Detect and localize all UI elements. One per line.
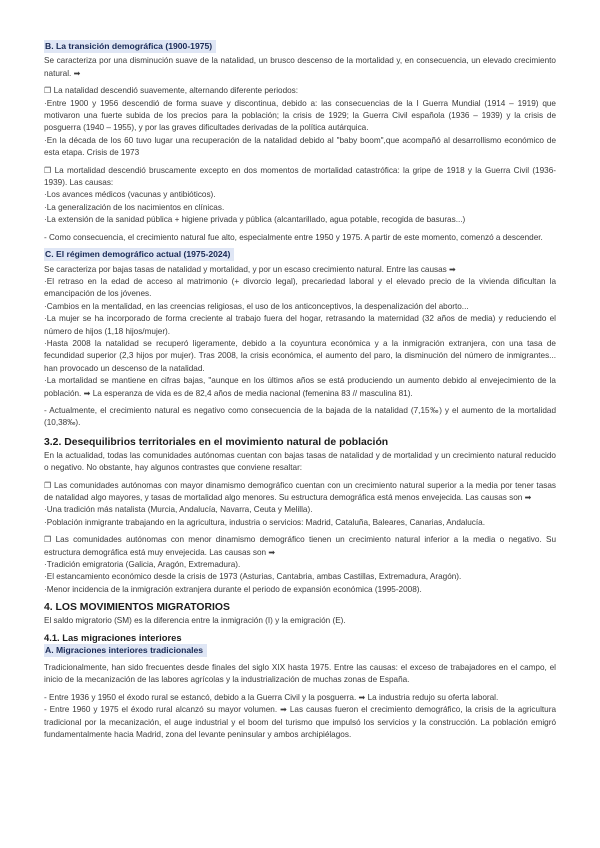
migration-para-1: Tradicionalmente, han sido frecuentes desde finales del siglo XIX hasta 1975. Entre las causas: el exceso de trabajadores en el campo, el inicio de la mecanización de las labores agrícolas y la industrialización de muchas zonas de España.	[44, 663, 556, 685]
mayor-cause-2: ·Población inmigrante trabajando en la agricultura, industria o servicios: Madrid, Cataluña, Baleares, Canarias, Andalucía.	[44, 517, 486, 527]
migration-para-2: - Entre 1936 y 1950 el éxodo rural se estancó, debido a la Guerra Civil y la posguerra. ➡ La industria redujo su oferta laboral.	[44, 692, 499, 702]
menor-cause-3: ·Menor incidencia de la inmigración extranjera durante el periodo de expansión económica (1995-2008).	[44, 584, 422, 594]
section-b-heading: B. La transición demográfica (1900-1975)	[44, 40, 216, 53]
section-c-cause-3: ·La mujer se ha incorporado de forma creciente al trabajo fuera del hogar, retrasando la maternidad (32 años de media) y reduciendo el número de hijos (1,18 hijos/mujer).	[44, 314, 556, 336]
section-c-intro: Se caracteriza por bajas tasas de natalidad y mortalidad, y por un escaso crecimiento natural. Entre las causas ➡	[44, 264, 456, 274]
mortalidad-cause-1: ·Los avances médicos (vacunas y antibióticos).	[44, 190, 216, 200]
natalidad-intro: ❐ La natalidad descendió suavemente, alternando diferente periodos:	[44, 86, 299, 96]
section-c-conclusion: - Actualmente, el crecimiento natural es negativo como consecuencia de la bajada de la natalidad (7,15‰) y el aumento de la mortalidad (10,38‰).	[44, 405, 556, 428]
document-body	[44, 40, 556, 742]
section-32-intro: En la actualidad, todas las comunidades autónomas cuentan con bajas tasas de natalidad y de mortalidad y un crecimiento natural reducido o negativo. No obstante, hay algunos contrastes que conviene resaltar:	[44, 450, 556, 473]
natalidad-period-2: ·En la década de los 60 tuvo lugar una recuperación de la natalidad debido al "baby boom",que acompañó al desarrollismo económico de esta etapa. Crisis de 1973	[44, 135, 556, 158]
section-4-heading: 4. LOS MOVIMIENTOS MIGRATORIOS	[44, 602, 230, 614]
section-c-cause-5: ·La mortalidad se mantiene en cifras bajas, "aunque en los últimos años se está produciendo un aumento debido al envejecimiento de la población. ➡ La esperanza de vida es de 82,4 años de media nacional (femenina 83 // masculina 81).	[44, 376, 556, 398]
section-c-cause-4: ·Hasta 2008 la natalidad se recuperó ligeramente, debido a la coyuntura económica y a la inmigración extranjera, con una tasa de fecundidad superior (2,3 hijos por mujer). Tras 2008, la crisis económica, el aumento del paro, la disminución del número de inmigrantes... han provocado un descenso de la natalidad.	[44, 338, 556, 373]
migration-para-3: - Entre 1960 y 1975 el éxodo rural alcanzó su mayor volumen. ➡ Las causas fueron el crecimiento demográfico, la crisis de la agricultura tradicional por la mecanización, el auge industrial y el boom del turismo que impulsó los servicios y la construcción. La población emigró fundamentalmente hacia Madrid, zona del levante peninsular y ambos archipiélagos.	[44, 705, 556, 740]
section-a-heading: A. Migraciones interiores tradicionales	[44, 644, 207, 657]
mortalidad-cause-2: ·La generalización de los nacimientos en clínicas.	[44, 202, 225, 212]
section-b-intro: Se caracteriza por una disminución suave de la natalidad, un brusco descenso de la mortalidad y, en consecuencia, un elevado crecimiento natural. ➡	[44, 56, 556, 78]
menor-dinamismo: ❐ Las comunidades autónomas con menor dinamismo demográfico tienen un crecimiento natural inferior a la media o negativo. Su estructura demográfica está muy envejecida. Las causas son ➡	[44, 535, 556, 557]
mayor-cause-1: ·Una tradición más natalista (Murcia, Andalucía, Navarra, Ceuta y Melilla).	[44, 505, 313, 515]
mortalidad-cause-3: ·La extensión de la sanidad pública + higiene privada y pública (alcantarillado, agua potable, recogida de basuras...)	[44, 215, 466, 225]
section-32-heading: 3.2. Desequilibrios territoriales en el movimiento natural de población	[44, 436, 389, 448]
section-c-cause-2: ·Cambios en la mentalidad, en las creencias religiosas, el uso de los anticonceptivos, la despenalización del aborto...	[44, 301, 469, 311]
natalidad-period-1: ·Entre 1900 y 1956 descendió de forma suave y discontinua, debido a: las consecuencias de la I Guerra Mundial (1914 – 1919) que motivaron una fuerte subida de los precios para la población; la crisis de 1929; la Guerra Civil española (1936 – 1939) y la crisis de posguerra (1940 – 1955), y por las graves dificultades derivadas de la política autárquica.	[44, 98, 556, 133]
section-4-intro: El saldo migratorio (SM) es la diferencia entre la inmigración (I) y la emigración (E).	[44, 616, 346, 626]
section-c-heading: C. El régimen demográfico actual (1975-2024)	[44, 248, 234, 261]
menor-cause-1: ·Tradición emigratoria (Galicia, Aragón, Extremadura).	[44, 560, 241, 570]
section-41-heading: 4.1. Las migraciones interiores	[44, 631, 182, 643]
section-c-cause-1: ·El retraso en la edad de acceso al matrimonio (+ divorcio legal), precariedad laboral y el elevado precio de la vivienda dificultan la emancipación de los jóvenes.	[44, 276, 556, 299]
mortalidad-intro: ❐ La mortalidad descendió bruscamente excepto en dos momentos de mortalidad catastrófica: la gripe de 1918 y la Guerra Civil (1936-1939). Las causas:	[44, 165, 556, 188]
section-b-conclusion: - Como consecuencia, el crecimiento natural fue alto, especialmente entre 1950 y 1975. A partir de este momento, comenzó a descender.	[44, 232, 543, 242]
mayor-dinamismo: ❐ Las comunidades autónomas con mayor dinamismo demográfico cuentan con un crecimiento natural superior a la media por tener tasas de natalidad algo mayores, y tasas de mortalidad algo menores. Su estructura demográfica está menos envejecida. Las causas son ➡	[44, 480, 556, 502]
menor-cause-2: ·El estancamiento económico desde la crisis de 1973 (Asturias, Cantabria, ambas Castillas, Extremadura, Aragón).	[44, 572, 462, 582]
